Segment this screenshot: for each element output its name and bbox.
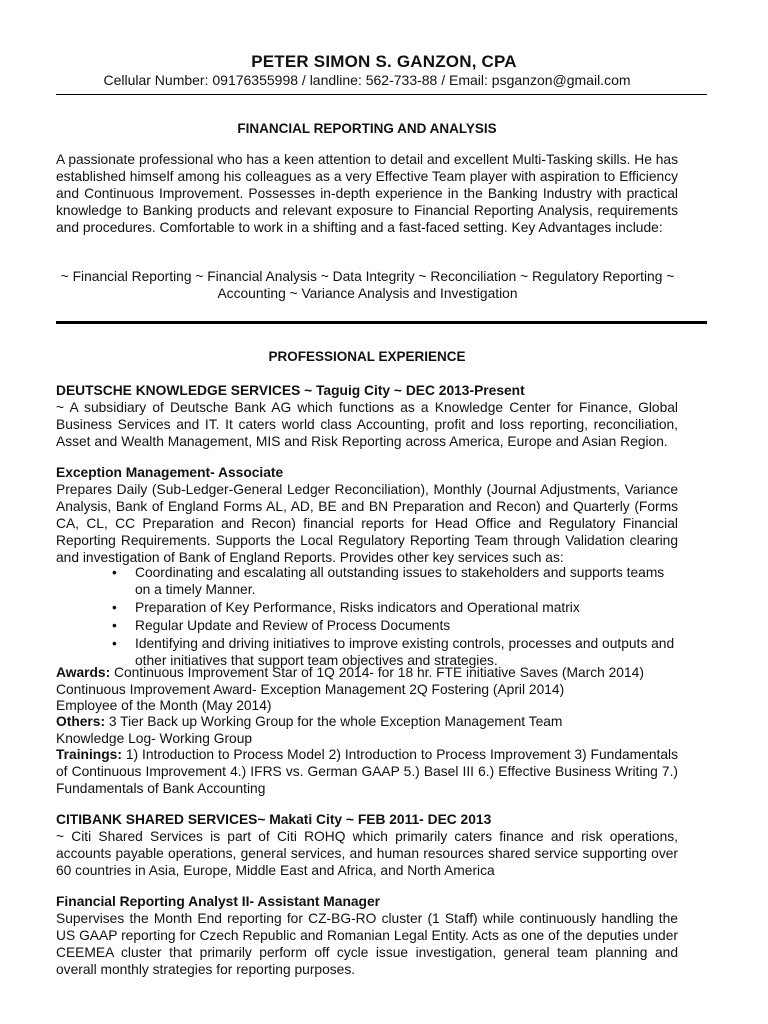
job1-others-line-2: Knowledge Log- Working Group — [56, 731, 253, 746]
bullet-icon: • — [112, 565, 117, 580]
awards-label: Awards: — [56, 665, 111, 680]
job1-company: DEUTSCHE KNOWLEDGE SERVICES ~ Taguig City ~ DEC 2013-Present — [56, 383, 525, 398]
bullet-text: Identifying and driving initiatives to improve existing controls, processes and outputs and other initiatives that support team objectives and strategies. — [135, 636, 675, 668]
job2-description: ~ Citi Shared Services is part of Citi ROHQ which primarily caters finance and risk operations, accounts payable operations, general services, and human resources shared service supporting over 60 countries in Asia, Europe, Middle East and Africa, and North America — [56, 829, 678, 878]
job1-others-line-1 — [56, 713, 696, 730]
summary-text: A passionate professional who has a keen attention to detail and excellent Multi-Tasking skills. He has established himself among his colleagues as a very Effective Team player with aspiration to Efficiency and Continuous Improvement. Possesses in-depth experience in the Banking Industry with practical knowledge to Banking products and relevant exposure to Financial Reporting Analysis, requirements and procedures. Comfortable to work in a shifting and a fast-faced setting. Key Advantages include: — [56, 152, 678, 235]
bullet-text: Regular Update and Review of Process Documents — [135, 618, 451, 633]
job1-awards-line-2: Continuous Improvement Award- Exception Management 2Q Fostering (April 2014) — [56, 682, 565, 697]
section-divider — [56, 321, 707, 324]
bullet-text: Coordinating and escalating all outstanding issues to stakeholders and supports teams on a timely Manner. — [135, 565, 665, 597]
job2-role: Financial Reporting Analyst II- Assistant Manager — [56, 894, 381, 909]
job1-awards-line-3: Employee of the Month (May 2014) — [56, 698, 272, 713]
list-item — [104, 564, 680, 598]
job1-description: ~ A subsidiary of Deutsche Bank AG which functions as a Knowledge Center for Finance, Global Business Services and IT. It caters world class Accounting, profit and loss reporting, reconciliation, Asset and Wealth Management, MIS and Risk Reporting across America, Europe and Asian Region. — [56, 400, 678, 449]
job1-awards-line-1 — [56, 664, 696, 681]
job2-duties: Supervises the Month End reporting for CZ-BG-RO cluster (1 Staff) while continuously handling the US GAAP reporting for Czech Republic and Romanian Legal Entity. Acts as one of the deputies under CEEMEA cluster that primarily perform off cycle issue investigation, general team planning and overall monthly strategies for reporting purposes. — [56, 911, 678, 977]
job1-trainings — [56, 746, 678, 797]
awards-text: Continuous Improvement Star of 1Q 2014- for 18 hr. FTE initiative Saves (March 2014) — [110, 665, 644, 680]
others-label: Others: — [56, 714, 106, 729]
trainings-label: Trainings: — [56, 747, 122, 762]
others-text: 3 Tier Back up Working Group for the whole Exception Management Team — [105, 714, 563, 729]
candidate-name: PETER SIMON S. GANZON, CPA — [251, 52, 517, 71]
job2-company: CITIBANK SHARED SERVICES~ Makati City ~ FEB 2011- DEC 2013 — [56, 812, 492, 827]
bullet-text: Preparation of Key Performance, Risks indicators and Operational matrix — [135, 600, 580, 615]
header-divider — [56, 94, 707, 95]
job1-duties: Prepares Daily (Sub-Ledger-General Ledger Reconciliation), Monthly (Journal Adjustments, Variance Analysis, Bank of England Forms AL, AD, BE and BN Preparation and Recon) and Quarterly (Forms CA, CL, CC Preparation and Recon) financial reports for Head Office and Regulatory Financial Reporting Requirements. Supports the Local Regulatory Reporting Team through Validation clearing and investigation of Bank of England Reports. Provides other key services such as: — [56, 482, 678, 565]
trainings-text: 1) Introduction to Process Model 2) Introduction to Process Improvement 3) Fundamentals of Continuous Improvement 4.) IFRS vs. German GAAP 5.) Basel III 6.) Effective Business Writing 7.) Fundamentals of Bank Accounting — [56, 747, 678, 796]
bullet-icon: • — [112, 600, 117, 615]
summary-title: FINANCIAL REPORTING AND ANALYSIS — [237, 121, 497, 136]
job1-bullet-list — [104, 564, 680, 670]
list-item — [104, 599, 680, 616]
job1-role: Exception Management- Associate — [56, 465, 284, 480]
bullet-icon: • — [112, 636, 117, 651]
key-advantages: ~ Financial Reporting ~ Financial Analysis ~ Data Integrity ~ Reconciliation ~ Regulatory Reporting ~ Accounting ~ Variance Analysis and Investigation — [60, 269, 675, 301]
list-item — [104, 617, 680, 634]
bullet-icon: • — [112, 618, 117, 633]
contact-info: Cellular Number: 09176355998 / landline: 562-733-88 / Email: psganzon@gmail.com — [103, 72, 631, 88]
experience-title: PROFESSIONAL EXPERIENCE — [268, 349, 466, 364]
